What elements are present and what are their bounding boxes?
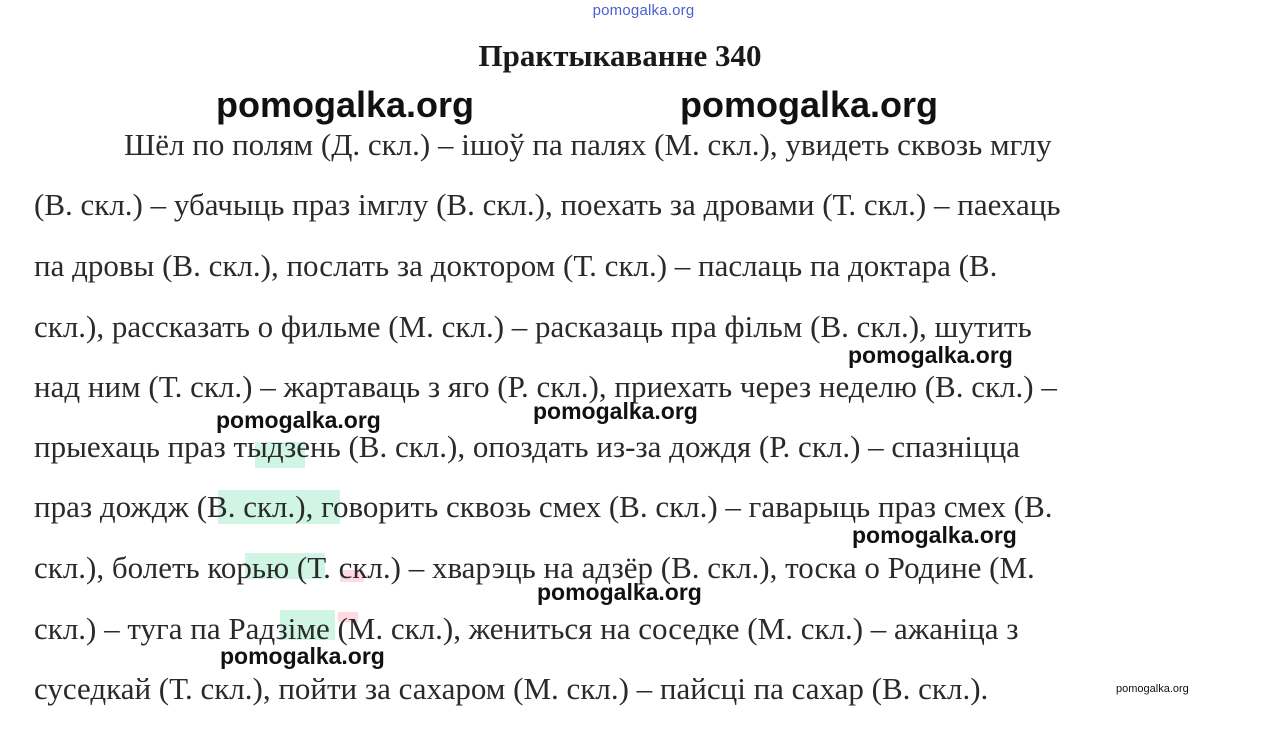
watermark-inline: pomogalka.org: [537, 579, 702, 605]
text-line-5: над ним (Т. скл.) – жартаваць з яго (Р. скл.), приехать через неделю (В. скл.) –: [34, 369, 1057, 404]
watermark-inline: pomogalka.org: [852, 522, 1017, 548]
text-line-1: Шёл по полям (Д. скл.) – ішоў па палях (М. скл.), увидеть сквозь мглу: [124, 127, 1052, 162]
watermark-inline: pomogalka.org: [848, 342, 1013, 368]
text-line-2: (В. скл.) – убачыць праз імглу (В. скл.), поехать за дровами (Т. скл.) – паехаць: [34, 187, 1061, 222]
text-line-10: суседкай (Т. скл.), пойти за сахаром (М. скл.) – пайсці па сахар (В. скл.).: [34, 671, 989, 706]
watermark-inline: pomogalka.org: [220, 643, 385, 669]
text-line-6: прыехаць праз тыдзень (В. скл.), опоздать из-за дождя (Р. скл.) – спазніцца: [34, 429, 1020, 464]
text-line-9: скл.) – туга па Радзіме (М. скл.), жениться на соседке (М. скл.) – ажаніца з: [34, 611, 1019, 646]
top-watermark: pomogalka.org: [592, 2, 695, 19]
watermark-end-small: pomogalka.org: [1116, 683, 1189, 695]
watermark-inline: pomogalka.org: [216, 407, 381, 433]
text-line-7: праз дождж (В. скл.), говорить сквозь смех (В. скл.) – гаварыць праз смех (В.: [34, 489, 1053, 524]
text-line-4: скл.), рассказать о фильме (М. скл.) – расказаць пра фільм (В. скл.), шутить: [34, 309, 1032, 344]
watermark-header-right: pomogalka.org: [680, 84, 939, 125]
watermark-inline: pomogalka.org: [533, 398, 698, 424]
text-line-3: па дровы (В. скл.), послать за доктором (Т. скл.) – паслаць па доктара (В.: [34, 248, 998, 283]
watermark-header-left: pomogalka.org: [216, 84, 475, 125]
page-title: Практыкаванне 340: [478, 38, 762, 73]
text-line-8: скл.), болеть корью (Т. скл.) – хварэць на адзёр (В. скл.), тоска о Родине (М.: [34, 550, 1035, 585]
